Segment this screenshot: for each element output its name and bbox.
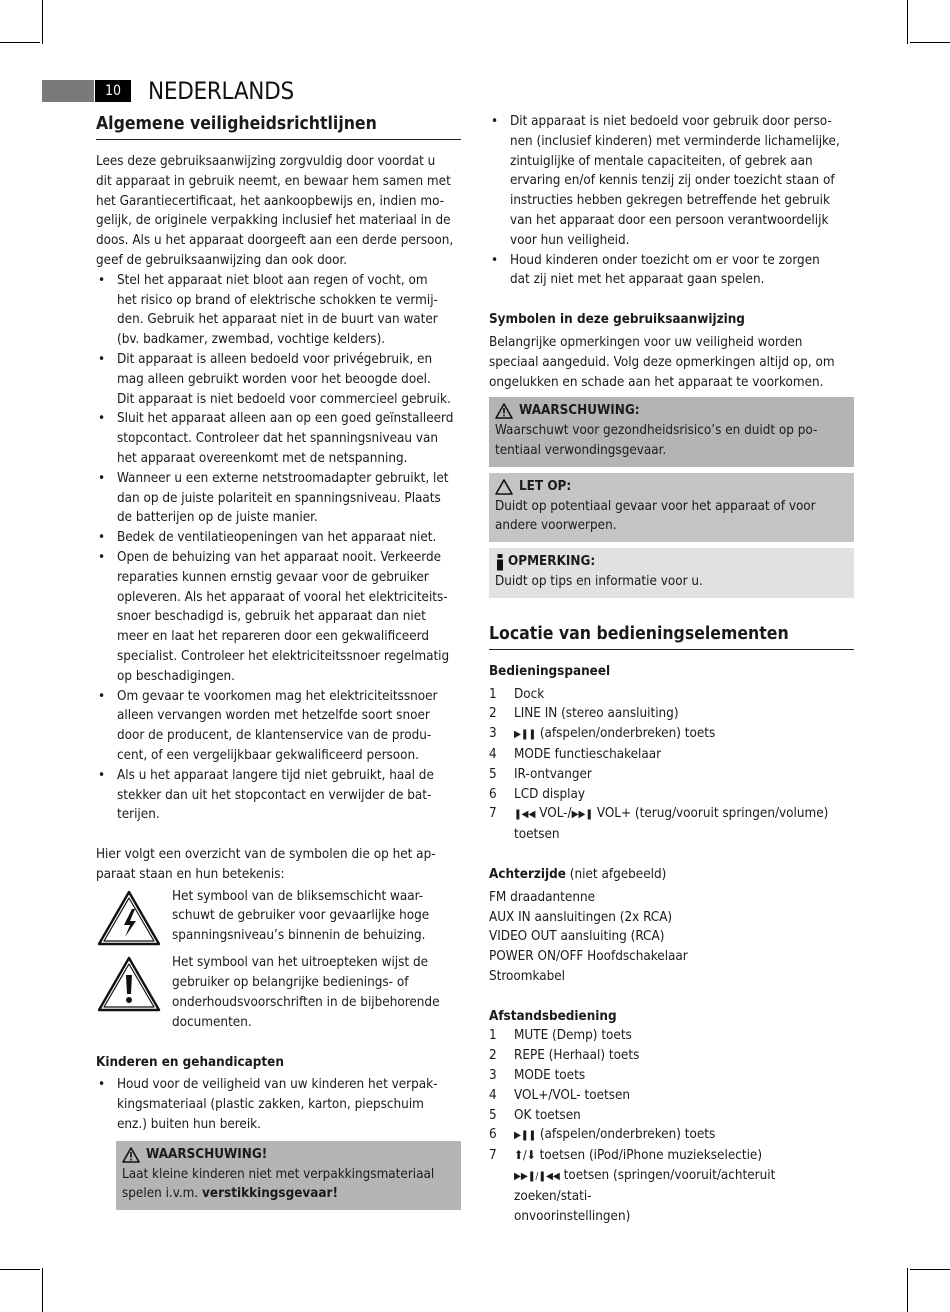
children-heading: Kinderen en gehandicapten [96,1054,284,1070]
list-item: 5 IR-ontvanger [489,766,592,782]
list-item: 1 MUTE (Demp) toets [489,1028,632,1044]
rear-list: FM draadantenne AUX IN aansluitingen (2x RCA) VIDEO OUT aansluiting (RCA) POWER ON/OFF Hoofdschakelaar Stroomkabel [489,889,688,984]
crop-mark [0,1269,40,1270]
lightning-warning-icon [96,887,172,954]
list-item: • Dit apparaat is alleen bedoeld voor privégebruik, en mag alleen gebruikt worden voor het beoogde doel. Dit apparaat is niet bedoeld voor commercieel gebruik. [96,350,461,409]
safety-bullet-list [96,271,461,825]
children-bullet-list [96,1075,461,1134]
crop-mark [910,42,950,43]
list-item: 7 ❚◀◀ VOL-/▶▶❚ VOL+ (terug/vooruit springen/volume) toetsen [489,806,829,843]
exclamation-symbol-row [96,953,461,1032]
top-bullet-list [489,112,854,290]
right-column [489,112,854,1226]
skip-forward-icon: ▶▶❚ [571,809,593,821]
play-pause-icon: ▶❚❚ [514,1130,536,1142]
list-item: • Dit apparaat is niet bedoeld voor gebruik door perso- nen (inclusief kinderen) met verminderde lichamelijke, zintuiglijke of mentale capaciteiten, of gebrek aan ervaring en/of kennis tenzij zij onder toezicht staan of instructies hebben gekregen betreffende het gebruik van het apparaat door een persoon verantwoordelijk voor hun veiligheid. [489,112,854,251]
list-item: 6 LCD display [489,786,586,802]
list-item: • Wanneer u een externe netstroomadapter gebruikt, let dan op de juiste polariteit en spanningsniveau. Plaats de batterijen op de juiste manier. [96,469,461,528]
up-down-arrow-icon: ⬆/⬇ [514,1148,536,1163]
list-item: • Houd voor de veiligheid van uw kinderen het verpak- kingsmateriaal (plastic zakken, karton, piepschuim enz.) buiten hun bereik. [96,1075,461,1134]
remote-heading: Afstandsbediening [489,1008,617,1024]
symbols-heading: Symbolen in deze gebruiksaanwijzing [489,312,745,328]
warning-text: Laat kleine kinderen niet met verpakkingsmateriaal spelen i.v.m. verstikkingsgevaar! [122,1166,435,1202]
exclamation-symbol-text: Het symbool van het uitroepteken wijst de gebruiker op belangrijke bedienings- of onderhoudsvoorschriften in de bijbehorende documenten. [172,955,440,1030]
caution-box: LET OP: Duidt op potentiaal gevaar voor het apparaat of voor andere voorwerpen. [489,473,854,542]
list-item: 7 ⬆/⬇ toetsen (iPod/iPhone muziekselectie) ▶▶❚/❚◀◀ toetsen (springen/vooruit/achteruit zoeken/stati- onvoorinstellingen) [489,1148,776,1224]
list-item: 4 VOL+/VOL- toetsen [489,1087,631,1103]
controls-heading: Locatie van bedieningselementen [489,622,854,650]
crop-mark [907,0,908,44]
crop-mark [42,0,43,44]
list-item: 5 OK toetsen [489,1107,581,1123]
crop-mark [42,1268,43,1312]
symbols-text: Belangrijke opmerkingen voor uw veiligheid worden speciaal aangeduid. Volg deze opmerkingen altijd op, om ongelukken en schade aan het apparaat te voorkomen. [489,334,835,390]
list-item: 1 Dock [489,686,545,702]
info-icon [495,554,505,571]
play-pause-icon: ▶❚❚ [514,729,536,741]
intro-paragraph: Lees deze gebruiksaanwijzing zorgvuldig door voordat u dit apparaat in gebruik neemt, en bewaar hem samen met het Garantiecertificaat, het aankoopbewijs en, indien mo- gelijk, de originele verpakking inclusief het materiaal in de doos. Als u het apparaat doorgeeft aan een derde persoon, geef de gebruiksaanwijzing dan ook door. [96,154,454,268]
list-item: 2 REPE (Herhaal) toets [489,1048,640,1064]
caution-triangle-icon [495,479,513,495]
list-item: 4 MODE functieschakelaar [489,746,662,762]
list-item: • Bedek de ventilatieopeningen van het apparaat niet. [96,528,461,548]
list-item: 2 LINE IN (stereo aansluiting) [489,706,679,722]
language-title: NEDERLANDS [148,77,294,105]
note-box: OPMERKING: Duidt op tips en informatie voor u. [489,548,854,598]
list-item: 6 ▶❚❚ (afspelen/onderbreken) toets [489,1127,716,1143]
exclamation-warning-icon [96,953,172,1020]
skip-forward-back-icon: ▶▶❚/❚◀◀ [514,1171,560,1183]
skip-back-icon: ❚◀◀ [514,809,536,821]
safety-heading: Algemene veiligheidsrichtlijnen [96,112,461,140]
children-warning-box [116,1141,461,1210]
page-number: 10 [95,80,131,102]
list-item: • Als u het apparaat langere tijd niet gebruikt, haal de stekker dan uit het stopcontact en verwijder de bat- terijen. [96,766,461,825]
panel-heading: Bedieningspaneel [489,663,611,679]
list-item: • Sluit het apparaat alleen aan op een goed geïnstalleerd stopcontact. Controleer dat het spanningsniveau van het apparaat overeenkomt met de netspanning. [96,409,461,468]
list-item: • Stel het apparaat niet bloot aan regen of vocht, om het risico op brand of elektrische schokken te vermij- den. Gebruik het apparaat niet in de buurt van water (bv. badkamer, zwembad, vochtige kelders). [96,271,461,350]
remote-list [489,1026,854,1226]
warning-triangle-icon [122,1147,140,1163]
warning-title: WAARSCHUWING! [146,1146,268,1162]
left-column [96,112,461,1210]
list-item: • Open de behuizing van het apparaat nooit. Verkeerde reparaties kunnen ernstig gevaar voor de gebruiker opleveren. Als het apparaat of vooral het elektriciteits- snoer beschadigd is, gebruik het apparaat dan niet meer en laat het repareren door een gekwalificeerd specialist. Controleer het elektriciteitssnoer regelmatig op beschadigingen. [96,548,461,687]
list-item: 3 MODE toets [489,1068,586,1084]
list-item: • Houd kinderen onder toezicht om er voor te zorgen dat zij niet met het apparaat gaan spelen. [489,251,854,291]
panel-list [489,685,854,845]
warning-triangle-icon [495,403,513,419]
crop-mark [0,42,40,43]
lightning-symbol-row [96,887,461,954]
lightning-symbol-text: Het symbool van de bliksemschicht waar- schuwt de gebruiker voor gevaarlijke hoge spanningsniveau’s binnenin de behuizing. [172,888,430,944]
crop-mark [910,1269,950,1270]
warning-box: WAARSCHUWING: Waarschuwt voor gezondheidsrisico’s en duidt op po- tentiaal verwondingsgevaar. [489,397,854,466]
symbols-intro: Hier volgt een overzicht van de symbolen die op het ap- paraat staan en hun betekenis: [96,847,436,882]
crop-mark [907,1268,908,1312]
list-item: 3 ▶❚❚ (afspelen/onderbreken) toets [489,726,716,742]
header-bar [42,80,94,102]
rear-heading: Achterzijde (niet afgebeeld) [489,866,667,882]
list-item: • Om gevaar te voorkomen mag het elektriciteitssnoer alleen vervangen worden met hetzelfde soort snoer door de producent, de klantenservice van de produ- cent, of een vergelijkbaar gekwalificeerd persoon. [96,687,461,766]
